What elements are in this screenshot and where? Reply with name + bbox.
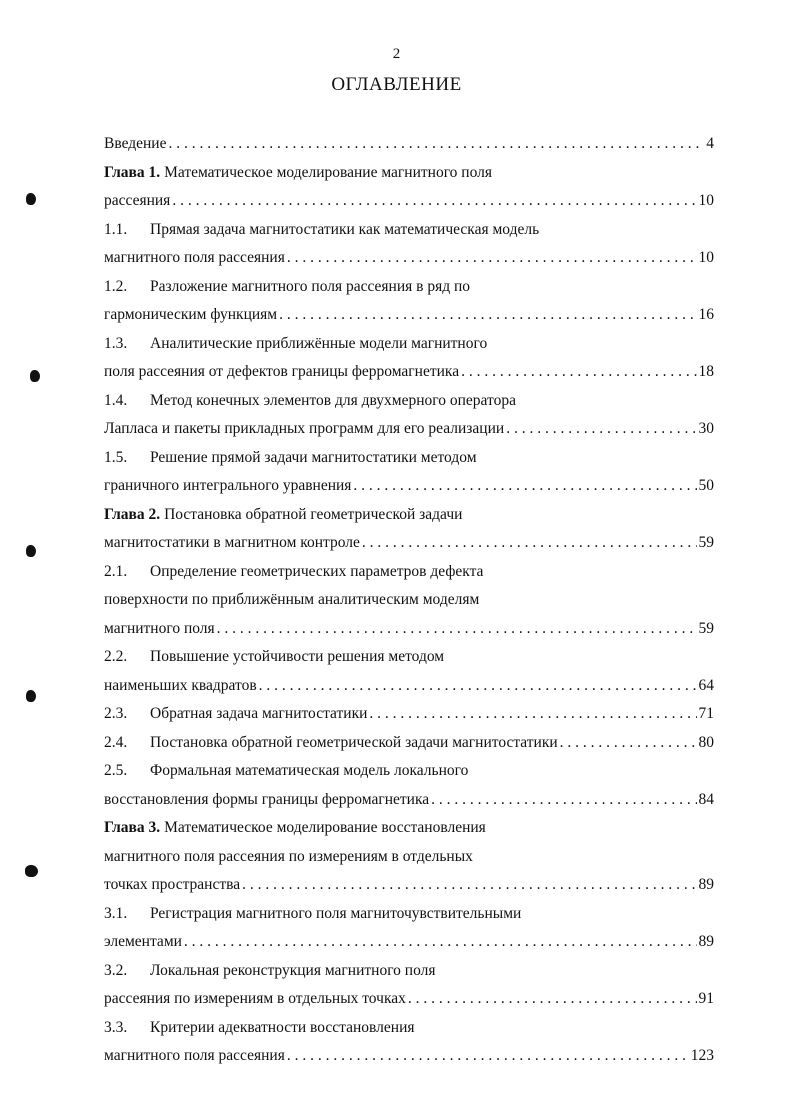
toc-entry-text: Математическое моделирование магнитного поля xyxy=(164,163,492,181)
toc-entry-text: Введение xyxy=(104,135,167,152)
dot-leader xyxy=(287,244,697,273)
toc-entry-number: 2.4. xyxy=(104,733,128,751)
toc-entry-text: Обратная задача магнитостатики xyxy=(150,705,368,722)
toc-entry-line xyxy=(104,871,714,900)
toc-entry-text: Локальная реконструкция магнитного поля xyxy=(150,961,436,979)
toc-entry-text: Решение прямой задачи магнитостатики методом xyxy=(150,448,477,466)
toc-entry-text: рассеяния по измерениям в отдельных точках xyxy=(104,990,406,1007)
toc-page-number: 91 xyxy=(698,990,714,1007)
dot-leader xyxy=(369,700,696,729)
toc-page-number: 16 xyxy=(698,306,714,323)
toc-entry-text: точках пространства xyxy=(104,876,241,893)
toc-entry-line xyxy=(104,130,714,159)
toc-entry-number: Глава 1. xyxy=(104,163,161,181)
page-title: ОГЛАВЛЕНИЕ xyxy=(331,74,462,95)
toc-page-number: 123 xyxy=(690,1047,714,1064)
toc-entry-line xyxy=(104,244,714,273)
toc-entry-text: граничного интегрального уравнения xyxy=(104,477,352,494)
toc-page-number: 89 xyxy=(698,933,714,950)
toc-entry-line xyxy=(104,586,714,615)
toc-entry-text: Прямая задача магнитостатики как математическая модель xyxy=(150,220,540,238)
dot-leader xyxy=(217,615,697,644)
toc-entry-line xyxy=(104,1042,714,1071)
toc-entry-line xyxy=(104,643,714,672)
toc-entry-text: Определение геометрических параметров дефекта xyxy=(150,562,484,580)
toc-entry-text: магнитного поля рассеяния xyxy=(104,1047,285,1064)
toc-entry-text: восстановления формы границы ферромагнетика xyxy=(104,790,430,808)
toc-entry-text: магнитного поля рассеяния по измерениям в отдельных xyxy=(104,847,473,865)
dot-leader xyxy=(279,301,696,330)
toc-entry-line xyxy=(104,415,714,444)
toc-page-number: 84 xyxy=(698,790,714,808)
toc-entry-text: магнитного поля xyxy=(104,619,215,637)
toc-entry-text: Критерии адекватности восстановления xyxy=(150,1018,415,1036)
toc-entry-text: Разложение магнитного поля рассеяния в ряд по xyxy=(150,277,471,295)
toc-entry-text: рассеяния xyxy=(104,192,171,209)
toc-entry-line xyxy=(104,501,714,530)
toc-page-number: 4 xyxy=(706,135,714,152)
toc-entry-text: гармоническим функциям xyxy=(104,306,278,323)
toc-entry-line xyxy=(104,159,714,188)
toc-entry-number: 2.2. xyxy=(104,648,128,665)
toc-page-number: 89 xyxy=(698,876,714,893)
dot-leader xyxy=(287,1042,689,1071)
toc-entry-number: 1.4. xyxy=(104,391,128,409)
toc-entry-text: поля рассеяния от дефектов границы ферромагнетика xyxy=(104,363,460,380)
toc-page-number: 59 xyxy=(698,534,714,551)
toc-entry-number: 3.2. xyxy=(104,961,128,979)
toc-entry-number: 2.1. xyxy=(104,562,128,580)
toc-entry-line xyxy=(104,301,714,330)
toc-entry-text: Аналитические приближённые модели магнитного xyxy=(150,334,488,352)
toc-page-number: 50 xyxy=(698,477,714,494)
scan-speck xyxy=(26,545,36,557)
toc-entry-line xyxy=(104,957,714,986)
dot-leader xyxy=(461,358,696,387)
toc-entry-text: Формальная математическая модель локального xyxy=(150,762,469,779)
toc-page-number: 30 xyxy=(698,420,714,437)
toc-entry-line xyxy=(104,273,714,302)
toc-entry-line xyxy=(104,985,714,1014)
toc-entry-line xyxy=(104,757,714,786)
dot-leader xyxy=(259,672,697,701)
toc-entry-text: элементами xyxy=(104,933,182,950)
dot-leader xyxy=(431,786,696,815)
toc-page-number: 18 xyxy=(698,363,714,380)
toc-entry-line xyxy=(104,216,714,245)
dot-leader xyxy=(362,529,697,558)
toc-page-number: 64 xyxy=(698,676,714,694)
toc-entry-line xyxy=(104,729,714,758)
toc-entry-number: 1.3. xyxy=(104,334,128,352)
toc-entry-line xyxy=(104,672,714,701)
toc-page-number: 59 xyxy=(698,619,714,637)
toc-entry-text: Постановка обратной геометрической задачи xyxy=(164,505,463,523)
page-number: 2 xyxy=(392,46,401,62)
toc-page-number: 10 xyxy=(698,249,714,266)
dot-leader xyxy=(408,985,697,1014)
dot-leader xyxy=(506,415,696,444)
toc-entry-line xyxy=(104,843,714,872)
toc-entry-number: Глава 2. xyxy=(104,505,161,523)
toc-entry-line xyxy=(104,472,714,501)
toc-entry-text: Постановка обратной геометрической задачи магнитостатики xyxy=(150,733,558,751)
toc-entry-text: магнитостатики в магнитном контроле xyxy=(104,534,360,551)
toc-entry-line xyxy=(104,786,714,815)
dot-leader xyxy=(242,871,696,900)
toc-entry-text: Повышение устойчивости решения методом xyxy=(150,648,445,665)
dot-leader xyxy=(184,928,697,957)
scan-speck xyxy=(30,370,40,382)
toc-page-number: 80 xyxy=(698,733,714,751)
toc-entry-line xyxy=(104,615,714,644)
toc-entry-line xyxy=(104,558,714,587)
toc-entry-line xyxy=(104,529,714,558)
dot-leader xyxy=(353,472,696,501)
toc-entry-number: Глава 3. xyxy=(104,819,161,836)
toc-entry-number: 1.2. xyxy=(104,277,128,295)
dot-leader xyxy=(560,729,697,758)
dot-leader xyxy=(172,187,696,216)
toc-entry-line xyxy=(104,928,714,957)
toc-entry-number: 3.1. xyxy=(104,904,128,922)
toc-entry-text: магнитного поля рассеяния xyxy=(104,249,285,266)
toc-entry-text: Математическое моделирование восстановления xyxy=(164,819,486,836)
toc-page-number: 71 xyxy=(698,705,714,722)
scan-speck xyxy=(26,690,36,702)
toc-entry-number: 1.5. xyxy=(104,448,128,466)
toc-entry-text: Метод конечных элементов для двухмерного оператора xyxy=(150,391,516,409)
toc-entry-line xyxy=(104,700,714,729)
toc-entry-line xyxy=(104,387,714,416)
toc-entry-number: 2.3. xyxy=(104,705,128,722)
scan-speck xyxy=(25,865,38,877)
toc-entry-line xyxy=(104,1014,714,1043)
toc-entry-line xyxy=(104,187,714,216)
table-of-contents xyxy=(104,130,714,1071)
toc-entry-line xyxy=(104,444,714,473)
toc-entry-text: Регистрация магнитного поля магниточувствительными xyxy=(150,904,522,922)
toc-entry-text: поверхности по приближённым аналитическим моделям xyxy=(104,591,480,608)
scan-speck xyxy=(26,193,36,205)
toc-entry-line xyxy=(104,358,714,387)
toc-entry-text: Лапласа и пакеты прикладных программ для его реализации xyxy=(104,420,505,437)
dot-leader xyxy=(168,130,704,159)
toc-entry-number: 1.1. xyxy=(104,220,128,238)
toc-entry-line xyxy=(104,814,714,843)
toc-entry-line xyxy=(104,330,714,359)
toc-entry-number: 2.5. xyxy=(104,762,128,779)
toc-entry-text: наименьших квадратов xyxy=(104,676,257,694)
toc-entry-number: 3.3. xyxy=(104,1018,128,1036)
toc-page-number: 10 xyxy=(698,192,714,209)
toc-entry-line xyxy=(104,900,714,929)
